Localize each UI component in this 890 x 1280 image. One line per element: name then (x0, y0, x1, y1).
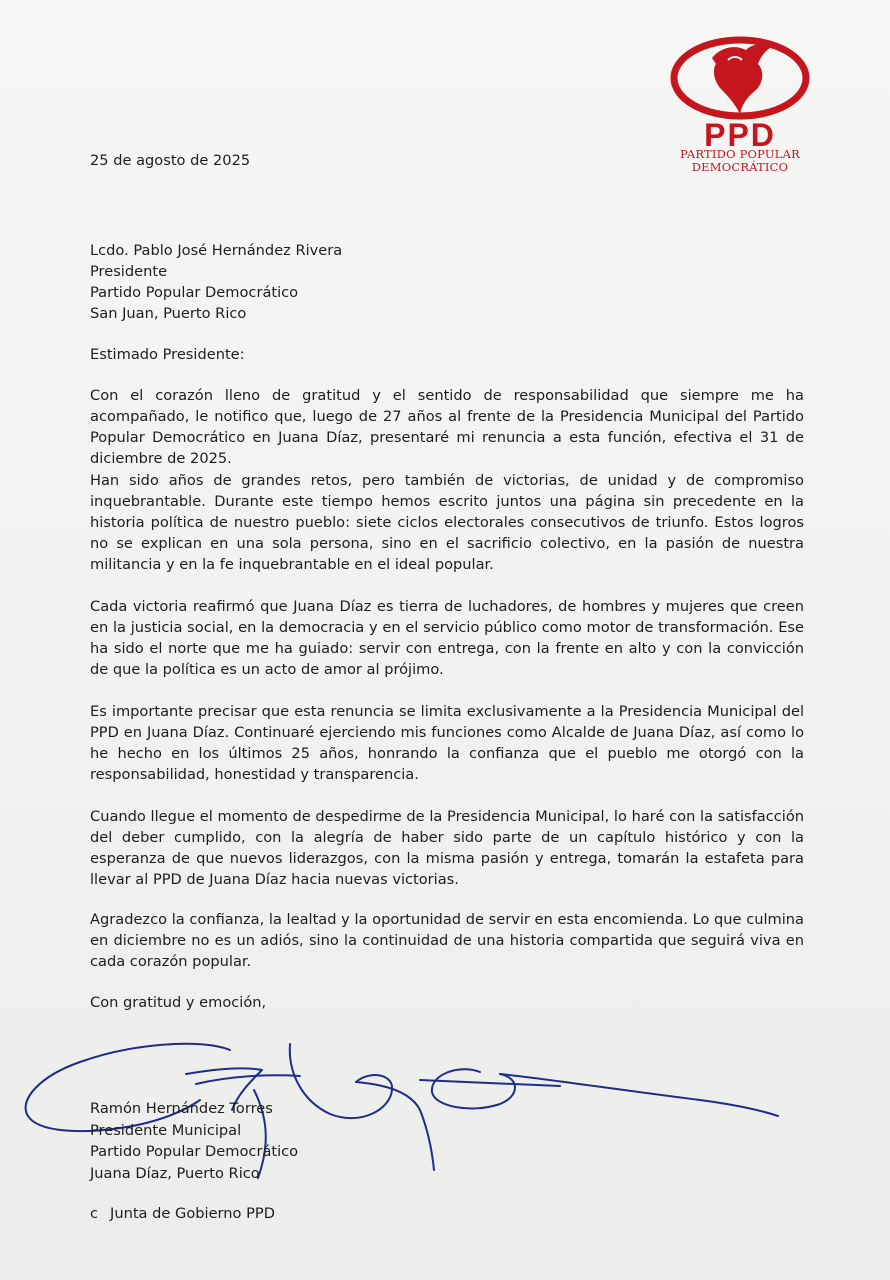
logo-initials: PPD (704, 117, 776, 153)
letter-date: 25 de agosto de 2025 (90, 152, 251, 169)
recipient-organization: Partido Popular Democrático (90, 284, 299, 301)
cc-prefix: c (90, 1205, 99, 1222)
cc-recipient: Junta de Gobierno PPD (110, 1205, 275, 1222)
paragraph-text: Han sido años de grandes retos, pero también de victorias, de unidad y de compromiso inquebrantable. Durante este tiempo hemos escrito juntos una página sin precedente en la historia política de nuestro pueblo: siete ciclos electorales consecutivos de triunfo. Estos logros no se explican en una sola persona, sino en el sacrificio colectivo, en la pasión de nuestra militancia y en la fe inquebrantable en el ideal popular. (90, 472, 804, 573)
body-paragraph (90, 909, 804, 972)
signer-location: Juana Díaz, Puerto Rico (90, 1164, 260, 1182)
recipient-block (90, 240, 342, 324)
paragraph-text: Con el corazón lleno de gratitud y el sentido de responsabilidad que siempre me ha acompañado, le notifico que, luego de 27 años al frente de la Presidencia Municipal del Partido Popular Democrático en Juana Díaz, presentaré mi renuncia a esta función, efectiva el 31 de diciembre de 2025. (90, 387, 804, 467)
paragraph-text: Es importante precisar que esta renuncia se limita exclusivamente a la Presidencia Municipal del PPD en Juana Díaz. Continuaré ejerciendo mis funciones como Alcalde de Juana Díaz, así como lo he hecho en los últimos 25 años, honrando la confianza que el pueblo me otorgó con la responsabilidad, honestidad y transparencia. (90, 703, 804, 783)
logo-name-line1: PARTIDO POPULAR (680, 147, 800, 161)
recipient-title: Presidente (90, 263, 168, 280)
paragraph-text: Cada victoria reafirmó que Juana Díaz es tierra de luchadores, de hombres y mujeres que creen en la justicia social, en la democracia y en el servicio público como motor de transformación. Ese ha sido el norte que me ha guiado: servir con entrega, con la frente en alto y con la convicción de que la política es un acto de amor al prójimo. (90, 598, 804, 678)
recipient-location: San Juan, Puerto Rico (90, 305, 247, 322)
logo-wordmark (668, 148, 812, 174)
greeting: Estimado Presidente: (90, 346, 245, 363)
logo-name-line2: DEMOCRÁTICO (691, 160, 789, 174)
recipient-name: Lcdo. Pablo José Hernández Rivera (90, 242, 343, 259)
signer-organization: Partido Popular Democrático (90, 1143, 299, 1160)
body-paragraph (90, 596, 804, 680)
signer-name: Ramón Hernández Torres (90, 1100, 273, 1117)
body-paragraph (90, 470, 804, 575)
paragraph-text: Agradezco la confianza, la lealtad y la oportunidad de servir en esta encomienda. Lo que culmina en diciembre no es un adiós, sino la continuidad de una historia compartida que seguirá viva en cada corazón popular. (90, 911, 804, 970)
closing-line: Con gratitud y emoción, (90, 994, 267, 1011)
cc-line (90, 1203, 275, 1224)
body-paragraph (90, 701, 804, 785)
signature-block (90, 1098, 298, 1184)
signer-title: Presidente Municipal (90, 1121, 242, 1139)
body-paragraph (90, 385, 804, 469)
body-paragraph (90, 806, 804, 890)
paragraph-text: Cuando llegue el momento de despedirme de la Presidencia Municipal, lo haré con la satisfacción del deber cumplido, con la alegría de haber sido parte de un capítulo histórico y con la esperanza de que nuevos liderazgos, con la misma pasión y entrega, tomarán la estafeta para llevar al PPD de Juana Díaz hacia nuevas victorias. (90, 808, 804, 888)
